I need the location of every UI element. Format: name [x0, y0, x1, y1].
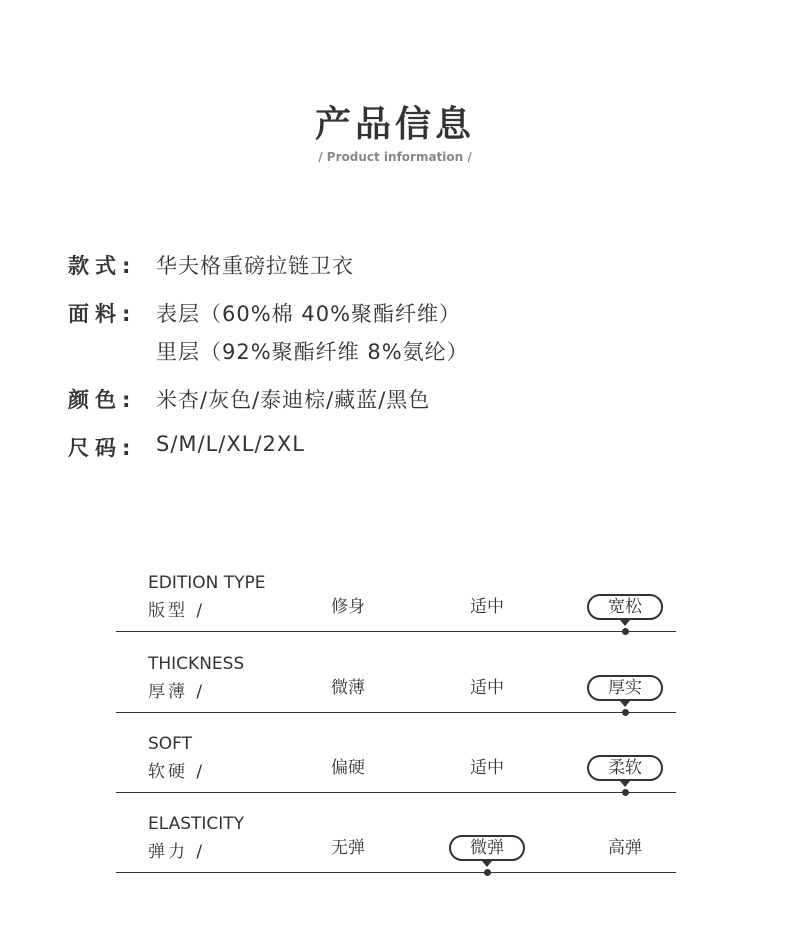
attribute-english-label: SOFT [148, 734, 193, 754]
attribute-option: 适中 [470, 758, 504, 778]
info-value: 华夫格重磅拉链卫衣 [156, 254, 354, 278]
info-label: 款式: [68, 254, 137, 278]
product-info-title: 产品信息 [314, 104, 475, 145]
attribute-english-label: THICKNESS [148, 654, 245, 674]
selection-pointer-icon [620, 620, 630, 626]
attribute-row [116, 573, 676, 653]
attribute-option: 偏硬 [331, 758, 365, 778]
info-value: S/M/L/XL/2XL [156, 432, 305, 456]
attribute-option-selected: 微弹 [449, 835, 525, 861]
info-label: 面料: [68, 302, 137, 326]
attribute-row [116, 654, 676, 734]
selection-pointer-icon [482, 861, 492, 867]
row-divider [116, 631, 676, 632]
attribute-chinese-label: 软硬 / [148, 762, 206, 782]
attribute-option: 适中 [470, 597, 504, 617]
info-value: 里层（92%聚酯纤维 8%氨纶） [156, 340, 469, 364]
attribute-english-label: EDITION TYPE [148, 573, 266, 593]
attribute-option: 适中 [470, 678, 504, 698]
attribute-chinese-label: 厚薄 / [148, 682, 206, 702]
info-label: 颜色: [68, 388, 137, 412]
attribute-row [116, 814, 676, 894]
attribute-option: 微薄 [331, 678, 365, 698]
attribute-option: 无弹 [331, 838, 365, 858]
attribute-option: 高弹 [608, 838, 642, 858]
row-divider [116, 792, 676, 793]
selection-pointer-icon [620, 781, 630, 787]
info-value: 表层（60%棉 40%聚酯纤维） [156, 302, 462, 326]
row-divider [116, 712, 676, 713]
attribute-chinese-label: 版型 / [148, 601, 206, 621]
info-label: 尺码: [68, 436, 137, 460]
attribute-option-selected: 柔软 [587, 755, 663, 781]
attribute-option: 修身 [331, 597, 365, 617]
info-value: 米杏/灰色/泰迪棕/藏蓝/黑色 [156, 388, 431, 412]
attribute-option-selected: 厚实 [587, 675, 663, 701]
row-divider [116, 872, 676, 873]
attribute-chinese-label: 弹力 / [148, 842, 206, 862]
selection-pointer-icon [620, 701, 630, 707]
attribute-english-label: ELASTICITY [148, 814, 245, 834]
attribute-option-selected: 宽松 [587, 594, 663, 620]
attribute-row [116, 734, 676, 814]
product-info-subtitle: / Product information / [318, 150, 472, 164]
